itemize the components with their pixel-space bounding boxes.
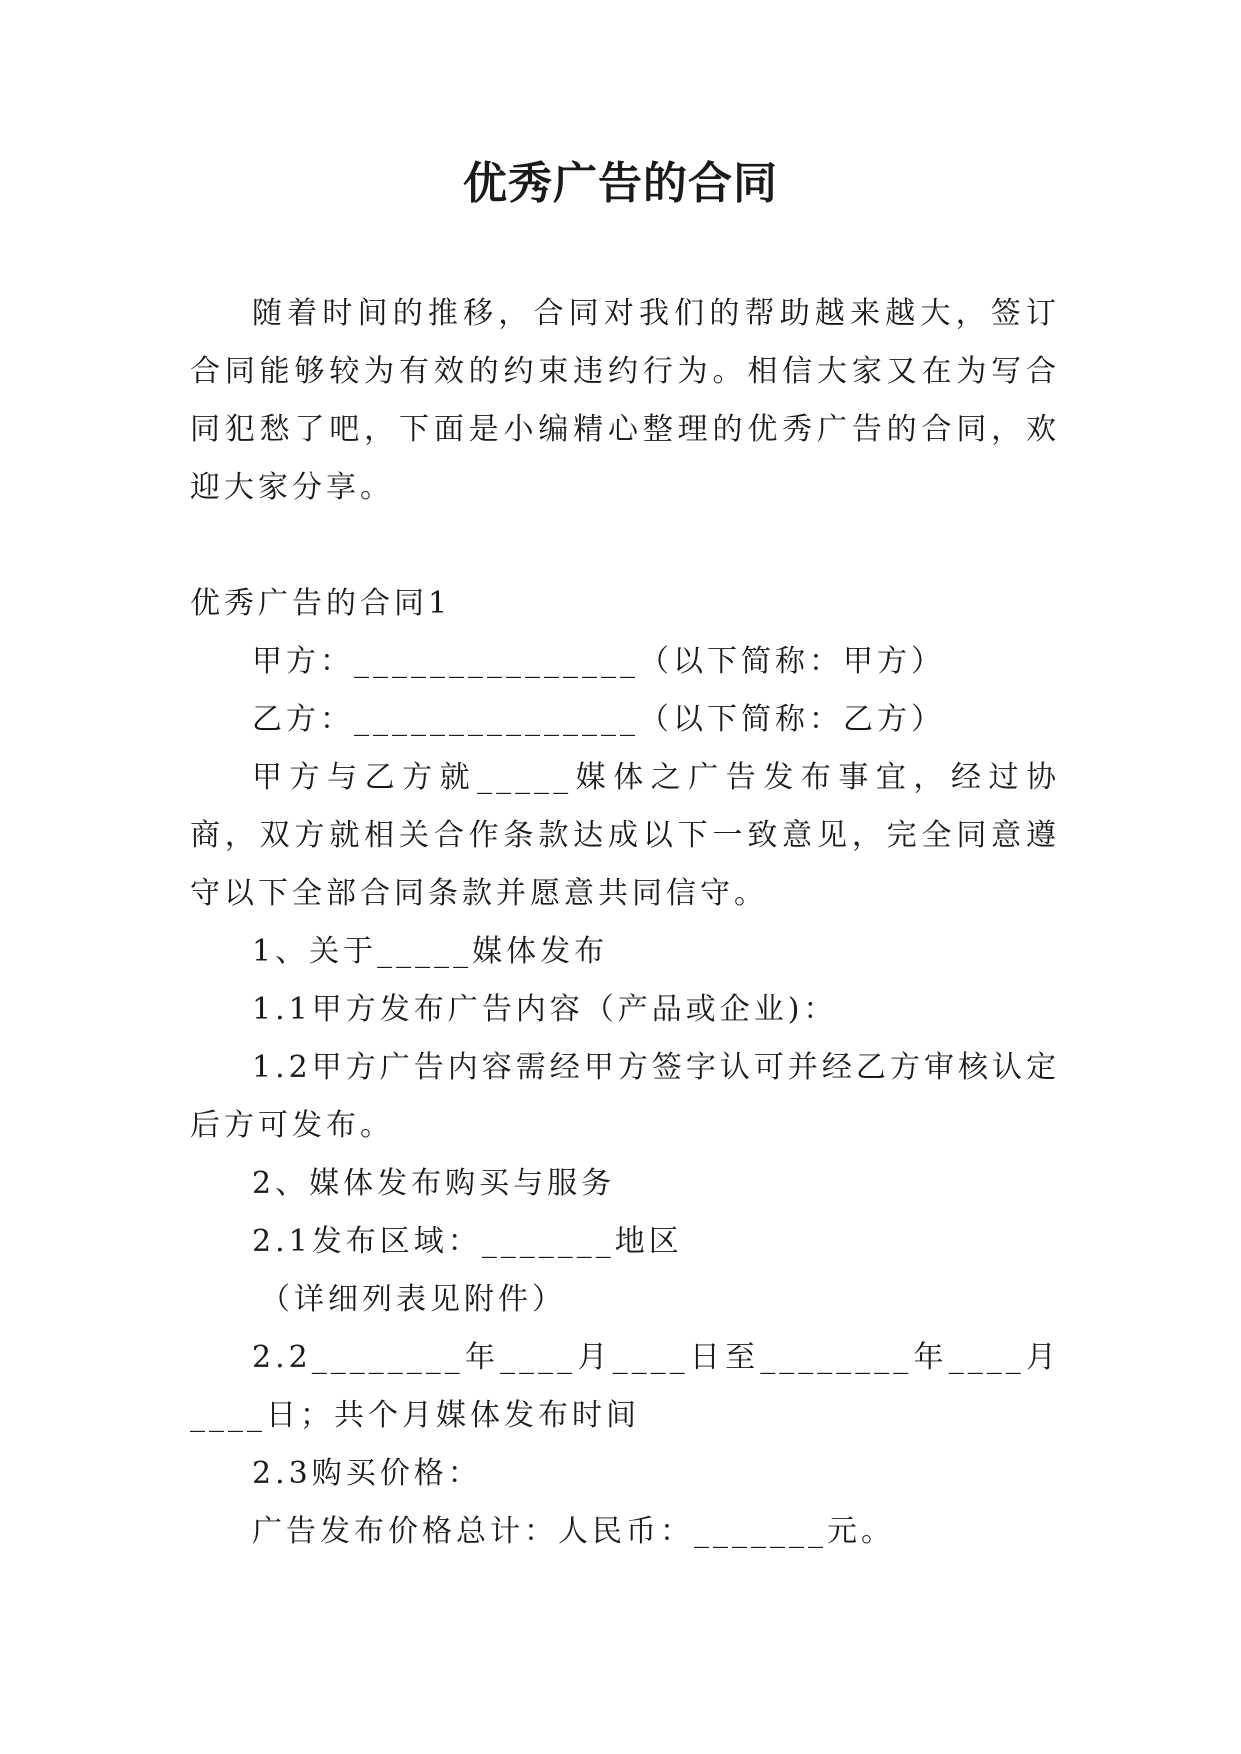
- clause-1-heading: 1、关于_____媒体发布: [252, 934, 609, 969]
- clause-2-1: 2.1发布区域：_______地区: [252, 1224, 683, 1259]
- clause-2-3: 2.3购买价格：: [252, 1456, 482, 1491]
- clause-1-1: 1.1甲方发布广告内容（产品或企业)：: [252, 992, 838, 1027]
- party-a-line: 甲方：_______________（以下简称：甲方）: [252, 644, 945, 679]
- price-total-line: 广告发布价格总计：人民币：_______元。: [252, 1514, 895, 1549]
- party-b-line: 乙方：_______________（以下简称：乙方）: [252, 702, 945, 737]
- document-body: [190, 285, 1060, 1561]
- clause-1-2: 1.2甲方广告内容需经甲方签字认可并经乙方审核认定后方可发布。: [190, 1050, 1060, 1143]
- intro-paragraph: 随着时间的推移，合同对我们的帮助越来越大，签订合同能够较为有效的约束违约行为。相信大家又在为写合同犯愁了吧，下面是小编精心整理的优秀广告的合同，欢迎大家分享。: [190, 296, 1060, 505]
- section-heading: 优秀广告的合同1: [190, 586, 452, 621]
- clause-2-1-note: （详细列表见附件）: [260, 1282, 566, 1317]
- document-title: 优秀广告的合同: [463, 158, 778, 209]
- clause-2-heading: 2、媒体发布购买与服务: [252, 1166, 616, 1201]
- clause-2-2: 2.2________年____月____日至________年____月____日；共个月媒体发布时间: [190, 1340, 1060, 1433]
- agreement-paragraph: 甲方与乙方就_____媒体之广告发布事宜，经过协商，双方就相关合作条款达成以下一致意见，完全同意遵守以下全部合同条款并愿意共同信守。: [190, 760, 1060, 911]
